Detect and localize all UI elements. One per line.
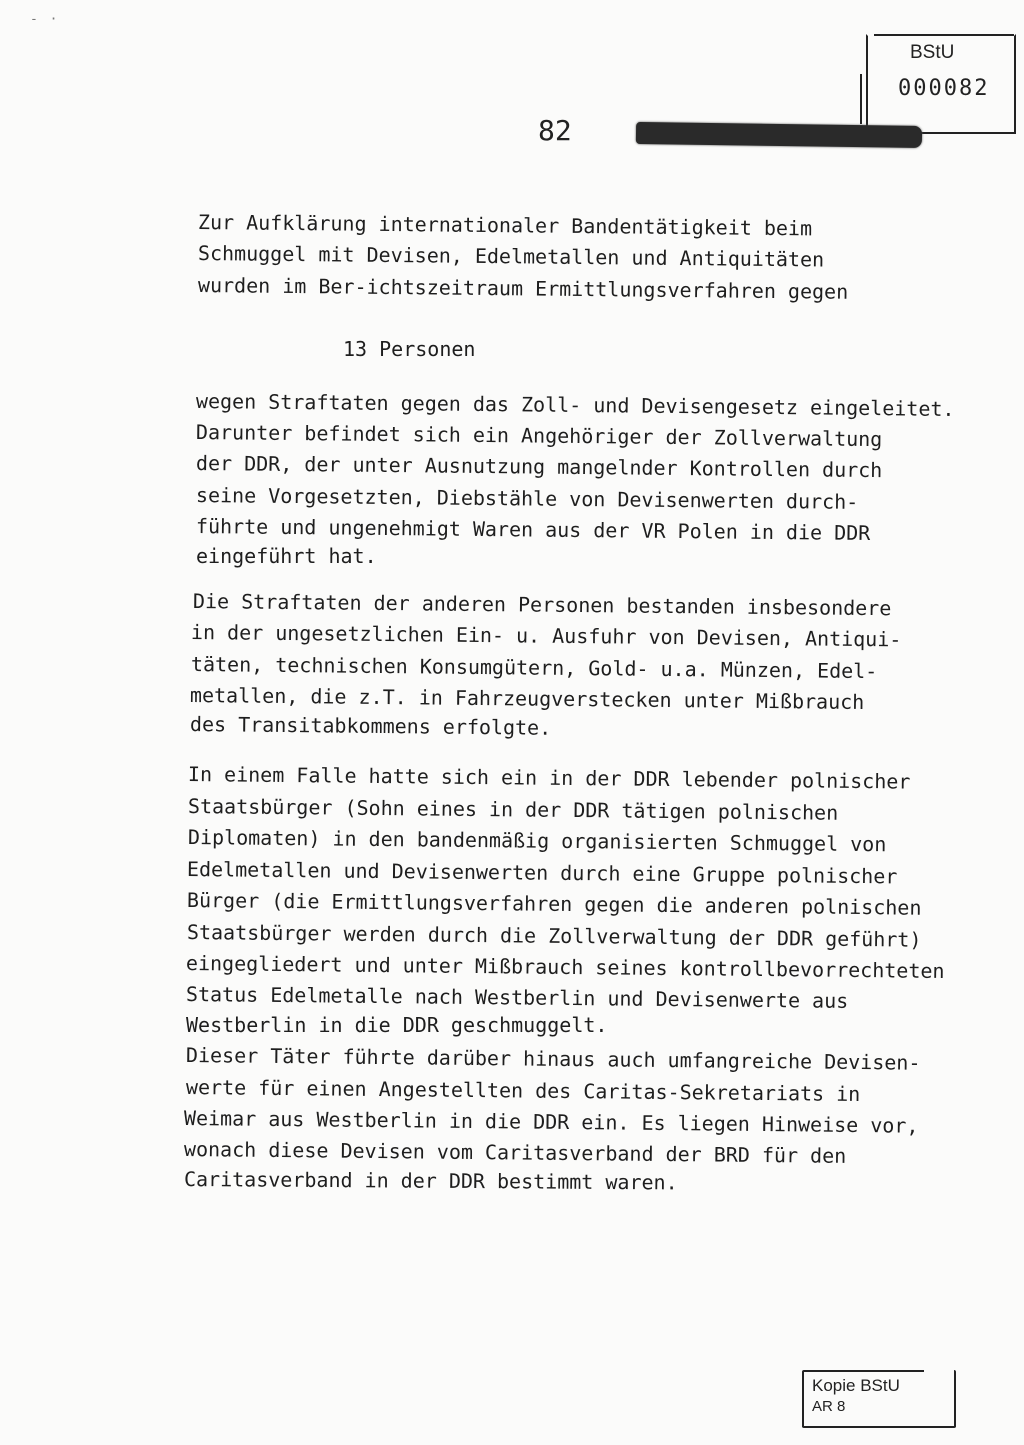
- archive-stamp-label: BStU: [910, 42, 955, 63]
- text-line: Bürger (die Ermittlungsverfahren gegen die anderen polnischen: [186, 888, 922, 920]
- text-line: Weimar aus Westberlin in die DDR ein. Es liegen Hinweise vor,: [183, 1106, 919, 1138]
- archive-stamp: [866, 34, 1016, 134]
- text-line: Die Straftaten der anderen Personen bestanden insbesondere: [192, 589, 892, 621]
- text-line: Caritasverband in der DDR bestimmt waren.: [183, 1167, 678, 1195]
- text-line: eingeführt hat.: [196, 544, 377, 568]
- text-line: der DDR, der unter Ausnutzung mangelnder Kontrollen durch: [195, 451, 883, 483]
- text-line: führte und ungenehmigt Waren aus der VR Polen in die DDR: [195, 514, 871, 546]
- text-line: eingegliedert und unter Mißbrauch seines kontrollbevorrechteten: [185, 951, 945, 983]
- archive-stamp-number: 000082: [898, 76, 990, 101]
- text-line: in der ungesetzlichen Ein- u. Ausfuhr von Devisen, Antiqui-: [190, 620, 902, 652]
- text-line: Staatsbürger werden durch die Zollverwaltung der DDR geführt): [186, 920, 922, 952]
- page-number: 82: [538, 114, 572, 147]
- text-line: Status Edelmetalle nach Westberlin und Devisenwerte aus: [185, 982, 849, 1013]
- text-line: Dieser Täter führte darüber hinaus auch umfangreiche Devisen-: [185, 1043, 921, 1075]
- text-line: Darunter befindet sich ein Angehöriger der Zollverwaltung: [195, 420, 883, 452]
- redaction-bar: [636, 122, 922, 148]
- text-line: Schmuggel mit Devisen, Edelmetallen und Antiquitäten: [197, 241, 825, 272]
- copy-stamp-line2: AR 8: [812, 1398, 846, 1415]
- text-line: metallen, die z.T. in Fahrzeugverstecken unter Mißbrauch: [189, 683, 865, 715]
- text-line: Edelmetallen und Devisenwerten durch eine Gruppe polnischer: [186, 857, 898, 889]
- copy-stamp-line1: Kopie BStU: [812, 1376, 900, 1395]
- copy-stamp: [802, 1370, 956, 1428]
- text-line: wegen Straftaten gegen das Zoll- und Devisengesetz eingeleitet.: [195, 389, 955, 421]
- text-line: täten, technischen Konsumgütern, Gold- u.a. Münzen, Edel-: [190, 652, 878, 684]
- text-line: seine Vorgesetzten, Diebstähle von Devisenwerten durch-: [195, 483, 859, 514]
- corner-mark: - ·: [30, 12, 60, 27]
- text-line: des Transitabkommens erfolgte.: [189, 712, 552, 740]
- text-line: Zur Aufklärung internationaler Bandentätigkeit beim: [197, 210, 813, 241]
- text-line: werte für einen Angestellten des Caritas-Sekretariats in: [185, 1075, 861, 1107]
- persons-line: 13 Personen: [343, 337, 476, 361]
- text-line: wurden im Ber-ichtszeitraum Ermittlungsverfahren gegen: [197, 273, 849, 304]
- text-line: In einem Falle hatte sich ein in der DDR lebender polnischer: [187, 762, 911, 794]
- text-line: Diplomaten) in den bandenmäßig organisierten Schmuggel von: [187, 825, 887, 857]
- text-line: wonach diese Devisen vom Caritasverband der BRD für den: [183, 1137, 847, 1168]
- text-line: Staatsbürger (Sohn eines in der DDR tätigen polnischen: [187, 794, 839, 825]
- text-line: Westberlin in die DDR geschmuggelt.: [186, 1013, 608, 1037]
